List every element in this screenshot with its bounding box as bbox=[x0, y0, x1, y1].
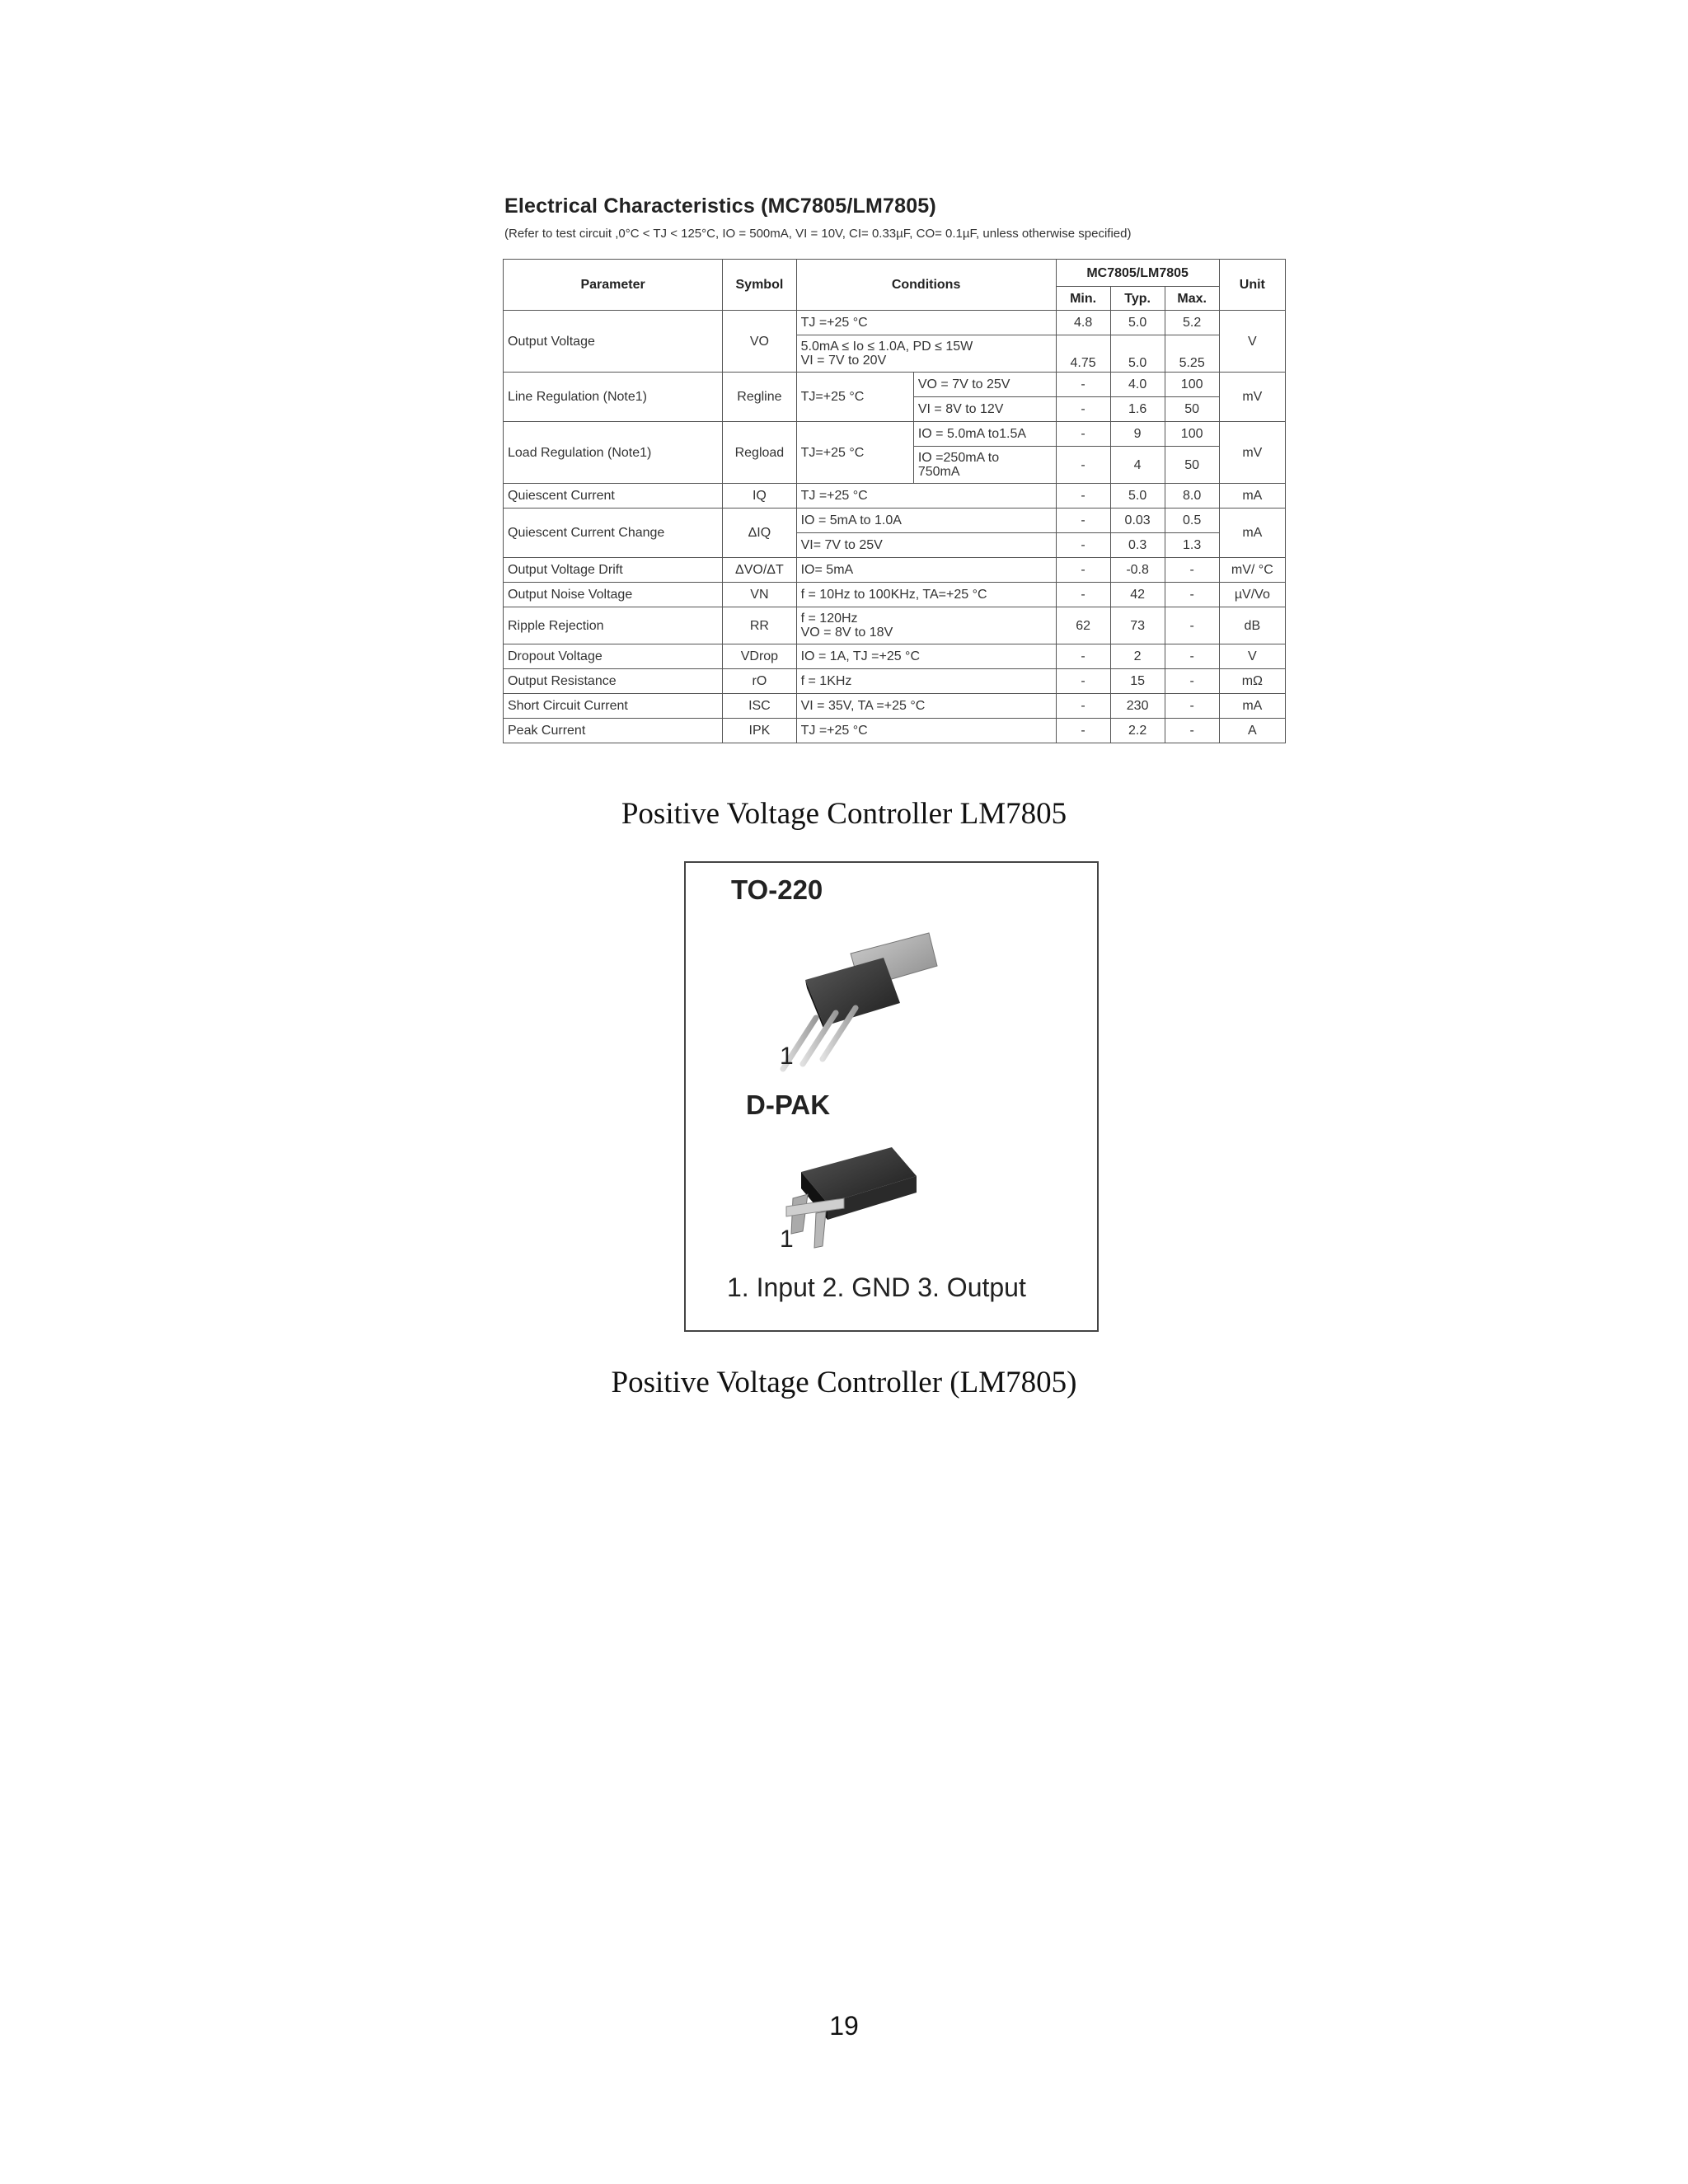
header-parameter: Parameter bbox=[504, 260, 723, 311]
min-cell: 4.8 bbox=[1056, 311, 1110, 335]
unit-cell: mV/ °C bbox=[1219, 558, 1285, 583]
min-cell: - bbox=[1056, 583, 1110, 607]
unit-cell: mΩ bbox=[1219, 669, 1285, 694]
page-number: 19 bbox=[829, 2011, 859, 2041]
table-row bbox=[504, 422, 1286, 447]
max-cell: 100 bbox=[1165, 373, 1219, 397]
typ-cell: 0.3 bbox=[1110, 533, 1165, 558]
header-min: Min. bbox=[1056, 287, 1110, 311]
typ-cell: 42 bbox=[1110, 583, 1165, 607]
min-cell: - bbox=[1056, 509, 1110, 533]
header-conditions: Conditions bbox=[796, 260, 1056, 311]
condition-cell bbox=[796, 335, 1056, 373]
unit-cell: mA bbox=[1219, 694, 1285, 719]
table-row bbox=[504, 558, 1286, 583]
header-row bbox=[504, 260, 1286, 287]
max-cell: 5.25 bbox=[1165, 335, 1219, 373]
param-cell: Short Circuit Current bbox=[504, 694, 723, 719]
table-row bbox=[504, 719, 1286, 743]
param-cell: Output Voltage Drift bbox=[504, 558, 723, 583]
typ-cell: 4 bbox=[1110, 447, 1165, 484]
max-cell: 50 bbox=[1165, 397, 1219, 422]
param-cell: Output Noise Voltage bbox=[504, 583, 723, 607]
table-row bbox=[504, 669, 1286, 694]
min-cell: - bbox=[1056, 422, 1110, 447]
min-cell: - bbox=[1056, 719, 1110, 743]
min-cell: 62 bbox=[1056, 607, 1110, 644]
min-cell: - bbox=[1056, 558, 1110, 583]
symbol-cell: VN bbox=[723, 583, 796, 607]
condition-cell: IO = 5.0mA to1.5A bbox=[913, 422, 1056, 447]
condition-cell bbox=[796, 607, 1056, 644]
typ-cell: 9 bbox=[1110, 422, 1165, 447]
table-row bbox=[504, 583, 1286, 607]
param-cell: Output Voltage bbox=[504, 311, 723, 373]
max-cell: 8.0 bbox=[1165, 484, 1219, 509]
header-max: Max. bbox=[1165, 287, 1219, 311]
electrical-characteristics bbox=[503, 194, 1286, 743]
typ-cell: 4.0 bbox=[1110, 373, 1165, 397]
dpak-package-icon bbox=[768, 1139, 950, 1263]
typ-cell: 5.0 bbox=[1110, 311, 1165, 335]
condition-cell: TJ =+25 °C bbox=[796, 719, 1056, 743]
condition-cell: TJ=+25 °C bbox=[796, 373, 913, 422]
condition-cell: VO = 7V to 25V bbox=[913, 373, 1056, 397]
typ-cell: 2.2 bbox=[1110, 719, 1165, 743]
unit-cell: A bbox=[1219, 719, 1285, 743]
typ-cell: 5.0 bbox=[1110, 335, 1165, 373]
header-typ: Typ. bbox=[1110, 287, 1165, 311]
condition-line: VI = 7V to 20V bbox=[800, 354, 887, 368]
condition-cell: f = 10Hz to 100KHz, TA=+25 °C bbox=[796, 583, 1056, 607]
max-cell: 1.3 bbox=[1165, 533, 1219, 558]
unit-cell: µV/Vo bbox=[1219, 583, 1285, 607]
unit-cell: mV bbox=[1219, 373, 1285, 422]
condition-line: 750mA bbox=[917, 465, 960, 479]
max-cell: - bbox=[1165, 719, 1219, 743]
param-cell: Ripple Rejection bbox=[504, 607, 723, 644]
typ-cell: 2 bbox=[1110, 644, 1165, 669]
param-cell: Peak Current bbox=[504, 719, 723, 743]
unit-cell: mA bbox=[1219, 509, 1285, 558]
param-cell: Output Resistance bbox=[504, 669, 723, 694]
table-row bbox=[504, 509, 1286, 533]
table-row bbox=[504, 484, 1286, 509]
typ-cell: -0.8 bbox=[1110, 558, 1165, 583]
max-cell: 5.2 bbox=[1165, 311, 1219, 335]
symbol-cell: RR bbox=[723, 607, 796, 644]
package-figure bbox=[684, 861, 1099, 1332]
condition-cell: TJ =+25 °C bbox=[796, 484, 1056, 509]
dpak-label: D-PAK bbox=[746, 1090, 831, 1120]
characteristics-table bbox=[503, 259, 1286, 743]
max-cell: - bbox=[1165, 644, 1219, 669]
max-cell: 0.5 bbox=[1165, 509, 1219, 533]
typ-cell: 230 bbox=[1110, 694, 1165, 719]
min-cell: - bbox=[1056, 484, 1110, 509]
unit-cell: mV bbox=[1219, 422, 1285, 484]
to220-pin1-label: 1 bbox=[780, 1043, 794, 1070]
symbol-cell: ΔVO/ΔT bbox=[723, 558, 796, 583]
max-cell: - bbox=[1165, 607, 1219, 644]
max-cell: 100 bbox=[1165, 422, 1219, 447]
min-cell: - bbox=[1056, 397, 1110, 422]
table-row bbox=[504, 311, 1286, 335]
table-row bbox=[504, 694, 1286, 719]
table-subtitle: (Refer to test circuit ,0°C < TJ < 125°C, IO = 500mA, VI = 10V, CI= 0.33µF, CO= 0.1µF, unless otherwise specified) bbox=[504, 227, 1132, 241]
symbol-cell: VO bbox=[723, 311, 796, 373]
condition-cell: f = 1KHz bbox=[796, 669, 1056, 694]
condition-cell bbox=[913, 447, 1056, 484]
symbol-cell: ISC bbox=[723, 694, 796, 719]
symbol-cell: ΔIQ bbox=[723, 509, 796, 558]
min-cell: - bbox=[1056, 447, 1110, 484]
header-symbol: Symbol bbox=[723, 260, 796, 311]
min-cell: 4.75 bbox=[1056, 335, 1110, 373]
typ-cell: 1.6 bbox=[1110, 397, 1165, 422]
symbol-cell: IQ bbox=[723, 484, 796, 509]
max-cell: - bbox=[1165, 694, 1219, 719]
condition-cell: TJ=+25 °C bbox=[796, 422, 913, 484]
param-cell: Quiescent Current Change bbox=[504, 509, 723, 558]
param-cell: Quiescent Current bbox=[504, 484, 723, 509]
header-unit: Unit bbox=[1219, 260, 1285, 311]
caption-table: Positive Voltage Controller LM7805 bbox=[621, 797, 1067, 831]
header-group: MC7805/LM7805 bbox=[1056, 260, 1219, 287]
condition-line: IO =250mA to bbox=[917, 451, 1000, 465]
unit-cell: mA bbox=[1219, 484, 1285, 509]
max-cell: 50 bbox=[1165, 447, 1219, 484]
typ-cell: 73 bbox=[1110, 607, 1165, 644]
condition-cell: TJ =+25 °C bbox=[796, 311, 1056, 335]
dpak-pin1-label: 1 bbox=[780, 1226, 794, 1253]
condition-line: 5.0mA ≤ Io ≤ 1.0A, PD ≤ 15W bbox=[800, 340, 973, 354]
param-cell: Line Regulation (Note1) bbox=[504, 373, 723, 422]
unit-cell: dB bbox=[1219, 607, 1285, 644]
condition-cell: VI = 8V to 12V bbox=[913, 397, 1056, 422]
param-cell: Load Regulation (Note1) bbox=[504, 422, 723, 484]
min-cell: - bbox=[1056, 533, 1110, 558]
condition-cell: VI = 35V, TA =+25 °C bbox=[796, 694, 1056, 719]
condition-cell: IO= 5mA bbox=[796, 558, 1056, 583]
typ-cell: 15 bbox=[1110, 669, 1165, 694]
to220-label: TO-220 bbox=[731, 874, 823, 905]
table-row bbox=[504, 644, 1286, 669]
max-cell: - bbox=[1165, 558, 1219, 583]
unit-cell: V bbox=[1219, 311, 1285, 373]
typ-cell: 5.0 bbox=[1110, 484, 1165, 509]
table-title: Electrical Characteristics (MC7805/LM7805) bbox=[504, 194, 936, 218]
symbol-cell: IPK bbox=[723, 719, 796, 743]
symbol-cell: rO bbox=[723, 669, 796, 694]
max-cell: - bbox=[1165, 583, 1219, 607]
min-cell: - bbox=[1056, 694, 1110, 719]
condition-line: f = 120Hz bbox=[800, 612, 858, 626]
max-cell: - bbox=[1165, 669, 1219, 694]
table-row bbox=[504, 607, 1286, 644]
typ-cell: 0.03 bbox=[1110, 509, 1165, 533]
table-row bbox=[504, 373, 1286, 397]
min-cell: - bbox=[1056, 373, 1110, 397]
symbol-cell: Regload bbox=[723, 422, 796, 484]
condition-line: VO = 8V to 18V bbox=[800, 626, 893, 640]
symbol-cell: VDrop bbox=[723, 644, 796, 669]
min-cell: - bbox=[1056, 644, 1110, 669]
param-cell: Dropout Voltage bbox=[504, 644, 723, 669]
condition-cell: VI= 7V to 25V bbox=[796, 533, 1056, 558]
pin-legend: 1. Input 2. GND 3. Output bbox=[727, 1272, 1026, 1302]
min-cell: - bbox=[1056, 669, 1110, 694]
symbol-cell: Regline bbox=[723, 373, 796, 422]
unit-cell: V bbox=[1219, 644, 1285, 669]
caption-package: Positive Voltage Controller (LM7805) bbox=[611, 1366, 1077, 1399]
condition-cell: IO = 5mA to 1.0A bbox=[796, 509, 1056, 533]
condition-cell: IO = 1A, TJ =+25 °C bbox=[796, 644, 1056, 669]
